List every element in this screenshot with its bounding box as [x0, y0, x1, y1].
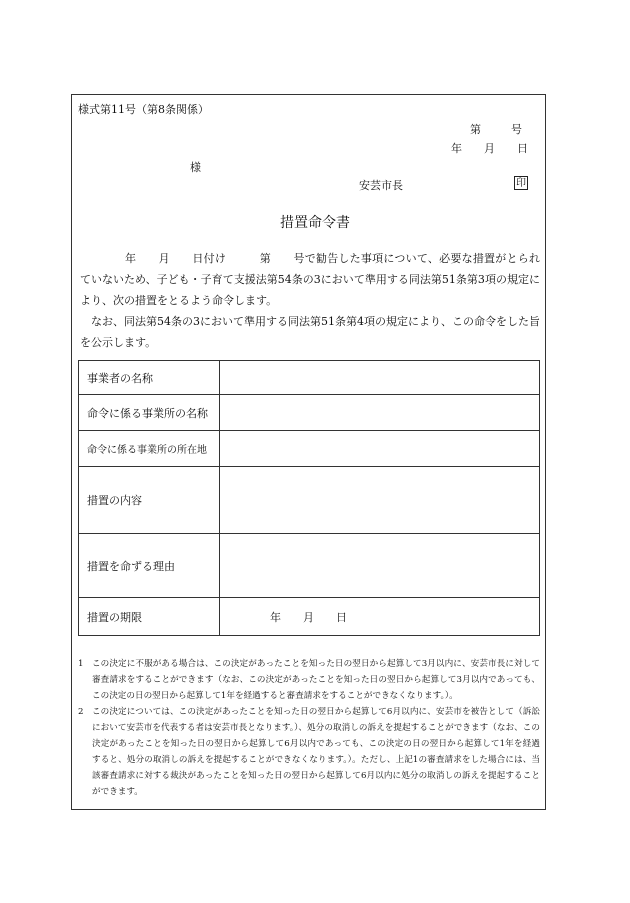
- deadline-month: 月: [303, 610, 314, 624]
- document-number: [470, 121, 522, 137]
- table-row: [79, 467, 540, 534]
- table-row: [79, 598, 540, 636]
- addressee: 様: [190, 161, 201, 174]
- notes: [78, 656, 540, 800]
- row-label: 措置の内容: [79, 467, 220, 534]
- row-label: 事業者の名称: [79, 361, 220, 395]
- seal-mark: 印: [516, 178, 526, 189]
- number-prefix: 第: [470, 123, 481, 136]
- facility-address-field[interactable]: [220, 431, 540, 467]
- facility-name-field[interactable]: [220, 395, 540, 431]
- body-paragraph-1: 年 月 日付け 第 号で勧告した事項について、必要な措置がとられていないため、子ども・子育て支援法第54条の3において準用する同法第51条第3項の規定により、次の措置をとるよう命令します。: [80, 252, 540, 307]
- row-label: 命令に係る事業所の所在地: [79, 431, 220, 467]
- issue-date: [451, 140, 528, 156]
- table-row: [79, 431, 540, 467]
- note-text: この決定については、この決定があったことを知った日の翌日から起算して6月以内に、安芸市を被告として（訴訟において安芸市を代表する者は安芸市長となります。）、処分の取消しの訴えを提起することができます（なお、この決定があったことを知った日の翌日から起算して6月以内であっても、この決定の日の翌日から起算して1年を経過すると、処分の取消しの訴えを提起することができなくなります。）。ただし、上記1の審査請求をした場合には、当該審査請求に対する裁決があったことを知った日の翌日から起算して6月以内に処分の取消しの訴えを提起することができます。: [92, 707, 540, 797]
- deadline-field[interactable]: [220, 598, 540, 636]
- date-month: 月: [484, 142, 495, 155]
- document-title: 措置命令書: [280, 215, 350, 231]
- form-number: 様式第11号（第8条関係）: [78, 103, 209, 116]
- date-day: 日: [517, 142, 528, 155]
- row-label: 命令に係る事業所の名称: [79, 395, 220, 431]
- note-number: 1: [78, 659, 84, 669]
- note-item: [78, 656, 540, 704]
- row-label: 措置を命ずる理由: [79, 534, 220, 598]
- business-name-field[interactable]: [220, 361, 540, 395]
- note-number: 2: [78, 707, 84, 717]
- order-table: [78, 360, 540, 636]
- body-paragraph-2: なお、同法第54条の3において準用する同法第51条第4項の規定により、この命令をした旨を公示します。: [80, 315, 540, 349]
- deadline-day: 日: [336, 610, 347, 624]
- measure-content-field[interactable]: [220, 467, 540, 534]
- table-row: [79, 361, 540, 395]
- row-label: 措置の期限: [79, 598, 220, 636]
- number-suffix: 号: [511, 123, 522, 136]
- body-text: [80, 248, 540, 353]
- date-year: 年: [451, 142, 462, 155]
- deadline-year: 年: [270, 610, 281, 624]
- table-row: [79, 395, 540, 431]
- note-text: この決定に不服がある場合は、この決定があったことを知った日の翌日から起算して3月以内に、安芸市長に対して審査請求をすることができます（なお、この決定があったことを知った日の翌日から起算して3月以内であっても、この決定の日の翌日から起算して1年を経過すると審査請求をすることができなくなります。）。: [92, 659, 540, 701]
- issuer-name: 安芸市長: [359, 179, 403, 192]
- table-row: [79, 534, 540, 598]
- reason-field[interactable]: [220, 534, 540, 598]
- note-item: [78, 704, 540, 800]
